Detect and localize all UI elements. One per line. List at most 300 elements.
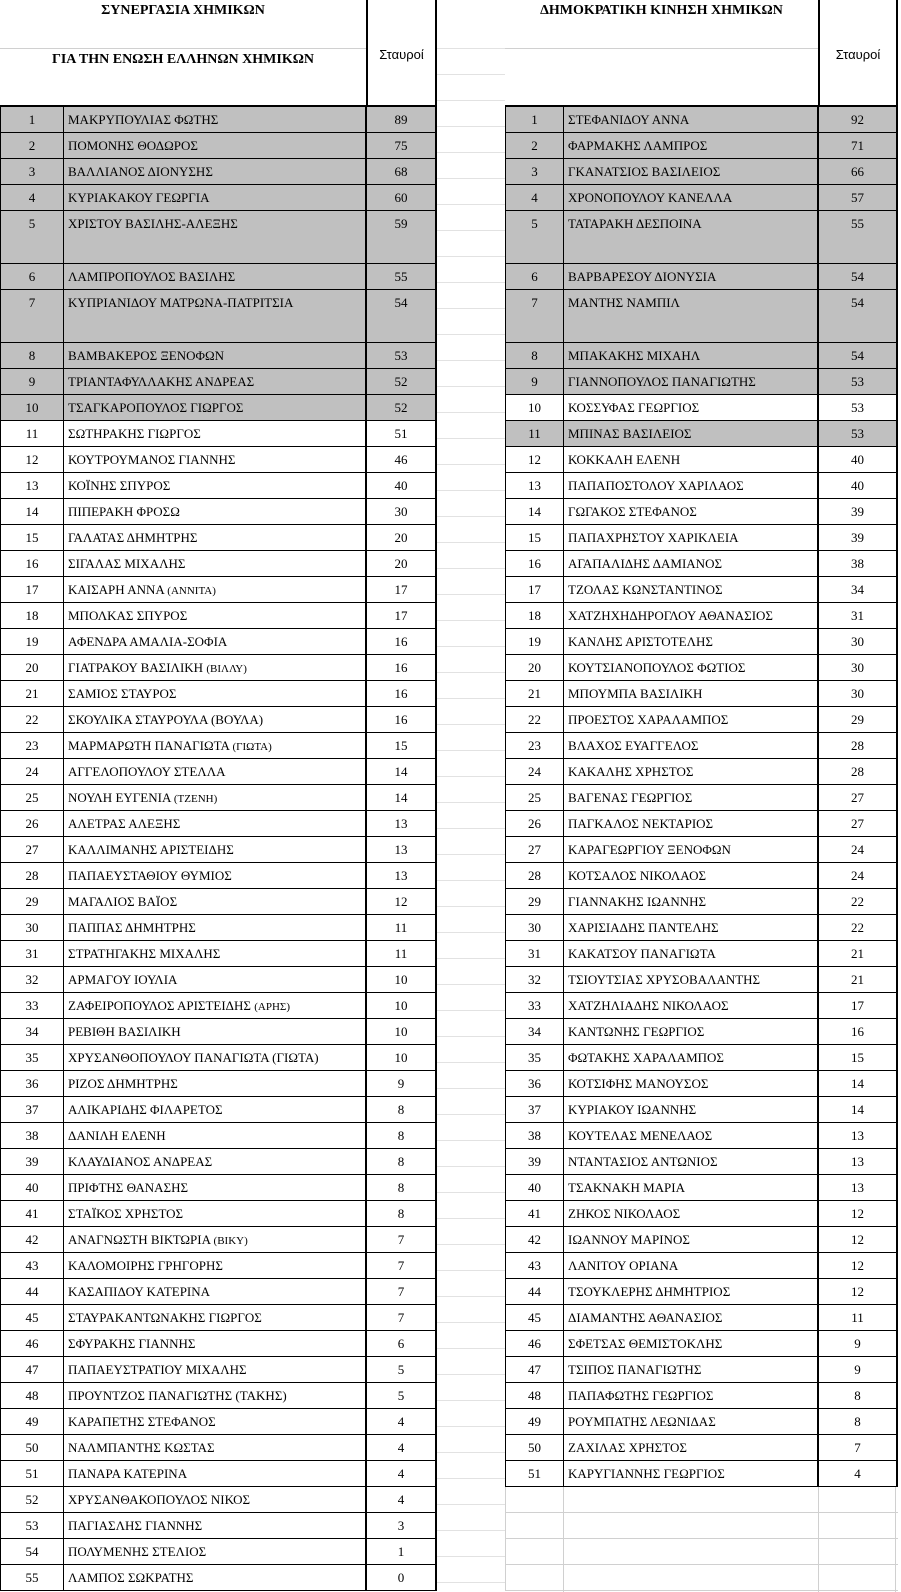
party-title: ΣΥΝΕΡΓΑΣΙΑ ΧΗΜΙΚΩΝ	[101, 3, 265, 18]
candidate-rank: 2	[1, 133, 64, 158]
row-right-border	[435, 967, 437, 992]
candidate-row	[505, 159, 898, 185]
row-right-border	[896, 837, 898, 862]
gap-gridline	[437, 1218, 505, 1219]
row-right-border	[435, 551, 437, 576]
gap-gridline	[437, 724, 505, 725]
candidate-name	[564, 1175, 819, 1200]
party-title: ΔΗΜΟΚΡΑΤΙΚΗ ΚΙΝΗΣΗ ΧΗΜΙΚΩΝ	[540, 3, 783, 18]
candidate-name	[564, 159, 819, 184]
candidate-name	[564, 1149, 819, 1174]
row-right-border	[896, 343, 898, 368]
row-right-border	[896, 941, 898, 966]
candidate-rank: 50	[1, 1435, 64, 1460]
candidate-votes: 53	[851, 426, 864, 441]
candidate-name-text: ΜΠΙΝΑΣ ΒΑΣΙΛΕΙΟΣ	[568, 426, 692, 441]
candidate-votes: 24	[851, 868, 864, 883]
row-right-border	[896, 211, 898, 263]
row-right-border	[435, 159, 437, 184]
row-right-border	[435, 133, 437, 158]
candidate-votes: 27	[851, 790, 864, 805]
candidate-name	[564, 1045, 819, 1070]
candidate-rank: 48	[1, 1383, 64, 1408]
gap-gridline	[437, 360, 505, 361]
candidate-rank: 43	[1, 1253, 64, 1278]
candidate-row	[0, 395, 437, 421]
votes-column-header: Σταυροί	[835, 47, 881, 62]
candidate-name	[64, 343, 367, 368]
candidate-name-text: ΚΑΣΑΠΙΔΟΥ ΚΑΤΕΡΙΝΑ	[68, 1284, 211, 1299]
candidate-row	[505, 1227, 898, 1253]
candidate-name	[64, 941, 367, 966]
row-right-border	[435, 1383, 437, 1408]
candidate-votes: 5	[397, 1388, 405, 1403]
candidate-rank: 1	[506, 107, 564, 132]
row-right-border	[435, 811, 437, 836]
gap-gridline	[437, 1556, 505, 1557]
candidate-votes: 24	[851, 842, 864, 857]
row-right-border	[896, 369, 898, 394]
row-right-border	[435, 863, 437, 888]
candidate-votes: 13	[394, 816, 408, 831]
row-right-border	[435, 707, 437, 732]
candidate-row	[0, 1305, 437, 1331]
candidate-rank: 38	[506, 1123, 564, 1148]
row-right-border	[896, 473, 898, 498]
row-right-border	[896, 499, 898, 524]
candidate-votes: 14	[851, 1102, 864, 1117]
gap-gridline	[437, 1374, 505, 1375]
candidate-name	[564, 993, 819, 1018]
candidate-votes: 20	[394, 530, 408, 545]
candidate-name-text: ΚΟΤΣΙΦΗΣ ΜΑΝΟΥΣΟΣ	[568, 1076, 709, 1091]
candidate-votes: 13	[851, 1128, 864, 1143]
candidate-name	[564, 499, 819, 524]
candidate-votes: 14	[394, 764, 408, 779]
candidate-name	[564, 1305, 819, 1330]
candidate-name	[564, 1227, 819, 1252]
candidate-votes: 57	[851, 190, 864, 205]
candidate-rank: 28	[1, 863, 64, 888]
candidate-votes: 53	[851, 374, 864, 389]
row-right-border	[435, 603, 437, 628]
candidate-name	[64, 1539, 367, 1564]
candidate-name	[64, 863, 367, 888]
candidate-name-text: ΚΟΤΣΑΛΟΣ ΝΙΚΟΛΑΟΣ	[568, 868, 707, 883]
candidate-name	[64, 837, 367, 862]
candidate-row	[0, 941, 437, 967]
candidate-name	[64, 185, 367, 210]
gap-gridline	[437, 74, 505, 75]
candidate-name-text: ΓΚΑΝΑΤΣΙΟΣ ΒΑΣΙΛΕΙΟΣ	[568, 164, 721, 179]
candidate-votes: 54	[851, 269, 864, 284]
candidate-rank: 19	[1, 629, 64, 654]
candidate-votes: 20	[394, 556, 408, 571]
candidate-name-text: ΤΣΟΥΚΛΕΡΗΣ ΔΗΜΗΤΡΙΟΣ	[568, 1284, 731, 1299]
candidate-row	[505, 915, 898, 941]
candidate-name	[564, 551, 819, 576]
candidate-row	[0, 1149, 437, 1175]
candidate-name-text: ΠΑΠΑΠΟΣΤΟΛΟΥ ΧΑΡΙΛΑΟΣ	[568, 478, 744, 493]
candidate-name-text: ΒΛΑΧΟΣ ΕΥΑΓΓΕΛΟΣ	[568, 738, 699, 753]
candidate-rank: 52	[1, 1487, 64, 1512]
candidate-row	[505, 1305, 898, 1331]
candidate-row	[505, 264, 898, 290]
row-right-border	[896, 1253, 898, 1278]
candidate-name	[64, 915, 367, 940]
candidate-row	[0, 159, 437, 185]
candidate-name	[564, 185, 819, 210]
row-right-border	[435, 421, 437, 446]
table-header	[0, 0, 437, 107]
candidate-nickname: (ΤΖΕΝΗ)	[173, 793, 218, 805]
candidate-nickname: (ΑΝΝΙΤΑ)	[167, 585, 216, 597]
gap-gridline	[437, 646, 505, 647]
row-right-border	[435, 629, 437, 654]
gap-gridline	[437, 464, 505, 465]
candidate-name	[64, 1123, 367, 1148]
candidate-votes: 4	[397, 1440, 405, 1455]
candidate-name-text: ΓΙΑΝΝΟΠΟΥΛΟΣ ΠΑΝΑΓΙΩΤΗΣ	[568, 374, 756, 389]
candidate-name-text: ΓΑΛΑΤΑΣ ΔΗΜΗΤΡΗΣ	[68, 530, 198, 545]
gap-gridline	[437, 1166, 505, 1167]
candidate-row	[505, 681, 898, 707]
row-right-border	[435, 889, 437, 914]
candidate-name-text: ΤΣΑΓΚΑΡΟΠΟΥΛΟΣ ΓΙΩΡΓΟΣ	[68, 400, 244, 415]
candidate-row	[505, 395, 898, 421]
candidate-row	[505, 1149, 898, 1175]
gap-gridline	[437, 1348, 505, 1349]
candidate-name-text: ΚΥΠΡΙΑΝΙΔΟΥ ΜΑΤΡΩΝΑ-ΠΑΤΡΙΤΣΙΑ	[68, 295, 294, 310]
candidate-votes: 12	[394, 894, 408, 909]
candidate-row	[0, 707, 437, 733]
candidate-rank: 10	[1, 395, 64, 420]
gap-gridline	[437, 334, 505, 335]
candidate-name-text: ΚΑΛΟΜΟΙΡΗΣ ΓΡΗΓΟΡΗΣ	[68, 1258, 223, 1273]
row-right-border	[435, 577, 437, 602]
row-right-border	[896, 993, 898, 1018]
candidate-votes: 8	[397, 1206, 405, 1221]
candidate-name	[564, 1097, 819, 1122]
gap-gridline	[437, 386, 505, 387]
candidate-row	[0, 290, 437, 343]
candidate-row	[505, 185, 898, 211]
candidate-rank: 16	[1, 551, 64, 576]
gap-gridline	[437, 1088, 505, 1089]
candidate-name	[64, 369, 367, 394]
row-right-border	[896, 785, 898, 810]
candidate-name	[564, 733, 819, 758]
gap-gridline	[437, 256, 505, 257]
candidate-rank: 18	[506, 603, 564, 628]
candidate-rank: 8	[1, 343, 64, 368]
header-divider	[366, 0, 368, 105]
row-right-border	[896, 707, 898, 732]
candidate-rank: 48	[506, 1383, 564, 1408]
candidate-name-text: ΔΑΝΙΛΗ ΕΛΕΝΗ	[68, 1128, 166, 1143]
candidate-votes: 34	[851, 582, 864, 597]
candidate-row	[0, 343, 437, 369]
candidate-name-text: ΣΦΕΤΣΑΣ ΘΕΜΙΣΤΟΚΛΗΣ	[568, 1336, 723, 1351]
candidate-name-text: ΙΩΑΝΝΟΥ ΜΑΡΙΝΟΣ	[568, 1232, 690, 1247]
candidate-row	[505, 1279, 898, 1305]
candidate-row	[505, 629, 898, 655]
candidate-row	[0, 733, 437, 759]
candidate-row	[0, 577, 437, 603]
candidate-name-text: ΠΑΠΠΑΣ ΔΗΜΗΤΡΗΣ	[68, 920, 196, 935]
candidate-votes: 10	[394, 998, 408, 1013]
candidate-row	[0, 1357, 437, 1383]
candidate-name-text: ΧΡΥΣΑΝΘΑΚΟΠΟΥΛΟΣ ΝΙΚΟΣ	[68, 1492, 251, 1507]
row-right-border	[896, 1461, 898, 1486]
candidate-rank: 40	[506, 1175, 564, 1200]
gap-gridline	[437, 1478, 505, 1479]
candidate-row	[505, 1331, 898, 1357]
candidate-name-text: ΠΑΠΑΦΩΤΗΣ ΓΕΩΡΓΙΟΣ	[568, 1388, 714, 1403]
candidate-votes: 38	[851, 556, 864, 571]
candidate-votes: 0	[397, 1570, 405, 1585]
candidate-rank: 35	[1, 1045, 64, 1070]
candidate-votes: 51	[394, 426, 408, 441]
candidate-name	[564, 889, 819, 914]
candidate-row	[505, 993, 898, 1019]
row-right-border	[896, 915, 898, 940]
candidate-name-text: ΚΥΡΙΑΚΑΚΟΥ ΓΕΩΡΓΙΑ	[68, 190, 210, 205]
candidate-votes: 8	[397, 1180, 405, 1195]
candidate-rank: 47	[1, 1357, 64, 1382]
candidate-name	[564, 577, 819, 602]
candidate-name	[64, 655, 367, 680]
row-right-border	[896, 759, 898, 784]
candidate-votes: 15	[851, 1050, 864, 1065]
candidate-votes: 14	[851, 1076, 864, 1091]
row-right-border	[435, 1305, 437, 1330]
candidate-name	[64, 133, 367, 158]
gap-gridline	[437, 282, 505, 283]
candidate-name	[64, 811, 367, 836]
row-right-border	[435, 1227, 437, 1252]
candidate-name	[564, 655, 819, 680]
row-right-border	[896, 733, 898, 758]
candidate-row	[0, 967, 437, 993]
gap-gridline	[437, 1140, 505, 1141]
candidate-name	[564, 1461, 819, 1486]
row-right-border	[435, 1565, 437, 1590]
candidate-name-text: ΤΖΟΛΑΣ ΚΩΝΣΤΑΝΤΙΝΟΣ	[568, 582, 723, 597]
row-right-border	[435, 733, 437, 758]
candidate-name	[564, 941, 819, 966]
row-right-border	[896, 159, 898, 184]
candidate-name-text: ΚΑΙΣΑΡΗ ΑΝΝΑ	[68, 582, 168, 597]
candidate-votes: 8	[397, 1154, 405, 1169]
candidate-row	[505, 1123, 898, 1149]
row-right-border	[896, 1435, 898, 1460]
candidate-row	[505, 837, 898, 863]
row-right-border	[896, 967, 898, 992]
candidate-rank: 29	[1, 889, 64, 914]
candidate-rank: 5	[506, 211, 564, 263]
candidate-name-text: ΑΛΕΤΡΑΣ ΑΛΕΞΗΣ	[68, 816, 181, 831]
candidate-name-text: ΜΑΡΜΑΡΩΤΗ ΠΑΝΑΓΙΩΤΑ	[68, 738, 233, 753]
candidate-rank: 44	[506, 1279, 564, 1304]
candidate-votes: 4	[397, 1414, 405, 1429]
gap-gridline	[437, 178, 505, 179]
candidate-name	[564, 1409, 819, 1434]
candidate-votes: 13	[851, 1154, 864, 1169]
row-right-border	[896, 133, 898, 158]
candidate-name-text: ΜΠΑΚΑΚΗΣ ΜΙΧΑΗΛ	[568, 348, 701, 363]
candidate-rank: 25	[506, 785, 564, 810]
candidate-rank: 17	[1, 577, 64, 602]
candidate-name	[564, 1071, 819, 1096]
candidate-name-text: ΠΡΙΦΤΗΣ ΘΑΝΑΣΗΣ	[68, 1180, 189, 1195]
candidate-name-text: ΖΑΦΕΙΡΟΠΟΥΛΟΣ ΑΡΙΣΤΕΙΔΗΣ	[68, 998, 255, 1013]
candidate-rank: 26	[506, 811, 564, 836]
candidate-row	[505, 603, 898, 629]
candidate-name-text: ΧΑΤΖΗΛΙΑΔΗΣ ΝΙΚΟΛΑΟΣ	[568, 998, 729, 1013]
candidate-votes: 27	[851, 816, 864, 831]
row-right-border	[435, 1149, 437, 1174]
candidate-votes: 9	[854, 1336, 861, 1351]
candidate-name-text: ΣΦΥΡΑΚΗΣ ΓΙΑΝΝΗΣ	[68, 1336, 196, 1351]
candidate-row	[505, 133, 898, 159]
candidate-votes: 12	[851, 1284, 864, 1299]
candidate-name-text: ΚΑΝΤΩΝΗΣ ΓΕΩΡΓΙΟΣ	[568, 1024, 705, 1039]
candidate-name-text: ΚΑΝΛΗΣ ΑΡΙΣΤΟΤΕΛΗΣ	[568, 634, 713, 649]
row-right-border	[435, 473, 437, 498]
candidate-votes: 8	[854, 1388, 861, 1403]
candidate-rank: 7	[1, 290, 64, 342]
row-right-border	[896, 1149, 898, 1174]
right-party-table	[505, 0, 901, 1487]
candidate-row	[505, 107, 898, 133]
candidate-name-text: ΠΟΜΟΝΗΣ ΘΟΔΩΡΟΣ	[68, 138, 198, 153]
candidate-rank: 9	[506, 369, 564, 394]
candidate-rank: 1	[1, 107, 64, 132]
candidate-name-text: ΤΣΑΚΝΑΚΗ ΜΑΡΙΑ	[568, 1180, 685, 1195]
candidate-row	[0, 1461, 437, 1487]
candidate-row	[505, 1201, 898, 1227]
candidate-row	[505, 1071, 898, 1097]
candidate-name	[564, 211, 819, 263]
row-right-border	[435, 499, 437, 524]
gap-gridline	[437, 1244, 505, 1245]
candidate-rank: 15	[506, 525, 564, 550]
gap-gridline	[437, 932, 505, 933]
candidate-votes: 52	[394, 400, 408, 415]
candidate-name	[564, 290, 819, 342]
candidate-rank: 3	[1, 159, 64, 184]
candidate-row	[0, 1175, 437, 1201]
candidate-name-text: ΦΑΡΜΑΚΗΣ ΛΑΜΠΡΟΣ	[568, 138, 708, 153]
row-right-border	[896, 1045, 898, 1070]
candidate-votes: 13	[394, 842, 408, 857]
candidate-row	[505, 941, 898, 967]
row-right-border	[896, 1409, 898, 1434]
candidate-name-text: ΤΡΙΑΝΤΑΦΥΛΛΑΚΗΣ ΑΝΔΡΕΑΣ	[68, 374, 255, 389]
candidate-row	[0, 211, 437, 264]
candidate-name	[64, 1487, 367, 1512]
row-right-border	[435, 1253, 437, 1278]
candidate-name	[64, 1201, 367, 1226]
candidate-name	[64, 1409, 367, 1434]
candidate-rank: 45	[1, 1305, 64, 1330]
gap-gridline	[437, 750, 505, 751]
candidate-row	[0, 107, 437, 133]
candidate-name	[564, 837, 819, 862]
gap-gridline	[437, 204, 505, 205]
candidate-votes: 9	[854, 1362, 861, 1377]
row-right-border	[896, 525, 898, 550]
candidate-rank: 11	[1, 421, 64, 446]
candidate-name-text: ΛΑΝΙΤΟΥ ΟΡΙΑΝΑ	[568, 1258, 679, 1273]
header-divider	[818, 0, 820, 105]
candidate-votes: 7	[397, 1258, 405, 1273]
candidate-rank: 4	[1, 185, 64, 210]
candidate-row	[505, 811, 898, 837]
candidate-rank: 22	[1, 707, 64, 732]
candidate-row	[0, 1019, 437, 1045]
candidate-row	[0, 421, 437, 447]
candidate-name-text: ΚΟΥΤΡΟΥΜΑΝΟΣ ΓΙΑΝΝΗΣ	[68, 452, 236, 467]
candidate-rank: 18	[1, 603, 64, 628]
candidate-votes: 15	[394, 738, 408, 753]
candidate-rank: 7	[506, 290, 564, 342]
candidate-name-text: ΣΤΡΑΤΗΓΑΚΗΣ ΜΙΧΑΛΗΣ	[68, 946, 221, 961]
gap-gridline	[437, 1504, 505, 1505]
empty-grid-divider	[818, 1487, 819, 1592]
gap-gridline	[437, 1530, 505, 1531]
candidate-rank: 15	[1, 525, 64, 550]
candidate-name-text: ΦΩΤΑΚΗΣ ΧΑΡΑΛΑΜΠΟΣ	[568, 1050, 724, 1065]
candidate-name-text: ΑΦΕΝΔΡΑ ΑΜΑΛΙΑ-ΣΟΦΙΑ	[68, 634, 228, 649]
candidate-name	[564, 1123, 819, 1148]
candidate-name	[64, 707, 367, 732]
row-right-border	[435, 1019, 437, 1044]
candidate-name	[64, 290, 367, 342]
candidate-name	[564, 759, 819, 784]
candidate-row	[505, 1383, 898, 1409]
candidate-rank: 51	[506, 1461, 564, 1486]
row-right-border	[435, 107, 437, 132]
candidate-name-text: ΒΑΡΒΑΡΕΣΟΥ ΔΙΟΝΥΣΙΑ	[568, 269, 717, 284]
row-right-border	[435, 1461, 437, 1486]
candidate-row	[0, 1539, 437, 1565]
candidate-rank: 5	[1, 211, 64, 263]
gap-gridline	[437, 776, 505, 777]
row-right-border	[435, 1175, 437, 1200]
candidate-name-text: ΚΑΚΑΛΗΣ ΧΡΗΣΤΟΣ	[568, 764, 694, 779]
candidate-row	[505, 733, 898, 759]
candidate-name-text: ΣΚΟΥΛΙΚΑ ΣΤΑΥΡΟΥΛΑ (ΒΟΥΛΑ)	[68, 712, 264, 727]
candidate-rank: 19	[506, 629, 564, 654]
row-right-border	[435, 1045, 437, 1070]
candidate-name	[564, 343, 819, 368]
candidate-rank: 24	[1, 759, 64, 784]
row-right-border	[435, 993, 437, 1018]
candidate-row	[505, 1045, 898, 1071]
gap-gridline	[437, 1452, 505, 1453]
candidate-rank: 12	[1, 447, 64, 472]
candidate-votes: 14	[394, 790, 408, 805]
gap-gridline	[437, 1322, 505, 1323]
row-right-border	[896, 290, 898, 342]
candidate-rank: 6	[1, 264, 64, 289]
candidate-rank: 21	[1, 681, 64, 706]
gap-gridline	[437, 568, 505, 569]
candidate-votes: 92	[851, 112, 864, 127]
candidate-rank: 49	[1, 1409, 64, 1434]
